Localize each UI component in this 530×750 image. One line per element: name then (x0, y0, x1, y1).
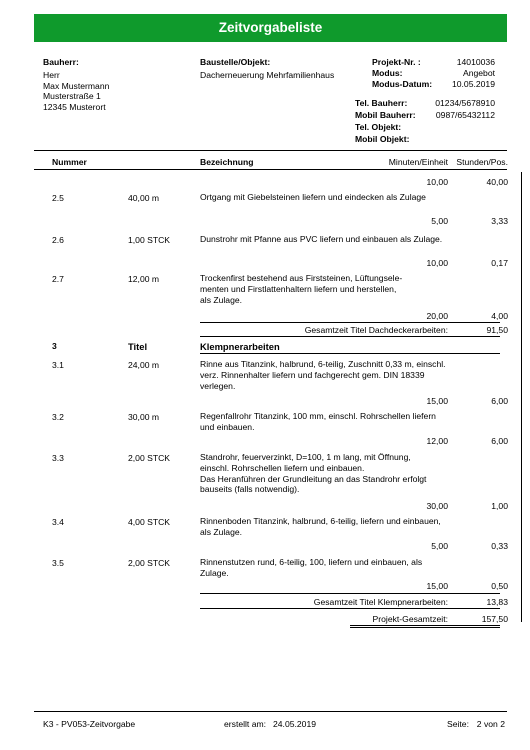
modus-label: Modus: (372, 68, 403, 78)
subtotal-klempner-label: Gesamtzeit Titel Klempnerarbeiten: (313, 597, 448, 607)
subtotal-klempner-value: 13,83 (486, 597, 508, 607)
baustelle-value: Dacherneuerung Mehrfamilienhaus (200, 70, 335, 80)
footer-rule (34, 711, 507, 712)
item-qty: 2,00 STCK (128, 453, 171, 463)
item-qty: 12,00 m (128, 274, 160, 284)
modus-datum-label: Modus-Datum: (372, 79, 433, 89)
item-hours: 0,33 (491, 541, 508, 551)
carry-minutes: 10,00 (426, 177, 448, 187)
item-hours: 1,00 (491, 501, 508, 511)
item-qty: 1,00 STCK (128, 235, 171, 245)
mobil-bauherr-label: Mobil Bauherr: (355, 110, 416, 120)
item-description: Rinnenstutzen rund, 6-teilig, 100, liefern und einbauen, als Zulage. (200, 557, 423, 578)
item-qty: 2,00 STCK (128, 558, 171, 568)
bauherr-line: 12345 Musterort (43, 101, 106, 112)
item-qty: 24,00 m (128, 360, 160, 370)
item-minutes: 15,00 (426, 581, 448, 591)
footer-page-value: 2 von 2 (476, 719, 505, 729)
col-nummer: Nummer (52, 157, 87, 167)
item-qty: 30,00 m (128, 412, 160, 422)
title-nr: 3 (52, 341, 57, 351)
item-nr: 3.1 (52, 360, 64, 370)
project-total-value: 157,50 (481, 614, 508, 624)
footer-page-label: Seite: (447, 719, 469, 729)
item-nr: 3.3 (52, 453, 64, 463)
tel-bauherr-value: 01234/5678910 (435, 98, 495, 108)
subtotal-rule (200, 593, 500, 594)
title-kind: Titel (128, 341, 148, 352)
subtotal-dach-label: Gesamtzeit Titel Dachdeckerarbeiten: (304, 325, 448, 335)
item-description: Standrohr, feuerverzinkt, D=100, 1 m lang, mit Öffnung, einschl. Rohrschellen liefern und einbauen. Das Heranführen der Grundleitung an das Standrohr erfolgt bauseits (falls notwendig). (200, 452, 427, 495)
col-minuten: Minuten/Einheit (388, 157, 448, 167)
modus-value: Angebot (462, 68, 495, 78)
carry-hours: 40,00 (486, 177, 508, 187)
item-description: Dunstrohr mit Pfanne aus PVC liefern und einbauen als Zulage. (200, 234, 443, 244)
item-minutes: 5,00 (431, 216, 448, 226)
document-title: Zeitvorgabeliste (34, 14, 507, 42)
total-rule (350, 625, 500, 626)
item-qty: 4,00 STCK (128, 517, 171, 527)
projekt-nr-label: Projekt-Nr. : (372, 57, 421, 67)
item-nr: 3.2 (52, 412, 64, 422)
mobil-bauherr-value: 0987/65432112 (435, 110, 495, 120)
subtotal-rule (200, 336, 500, 337)
item-nr: 3.4 (52, 517, 64, 527)
item-minutes: 5,00 (431, 541, 448, 551)
footer-created-value: 24.05.2019 (273, 719, 317, 729)
item-qty: 40,00 m (128, 193, 160, 203)
bauherr-line: Max Mustermann (43, 80, 110, 91)
footer-created-label: erstellt am: (224, 719, 267, 729)
item-description: Trockenfirst bestehend aus Firststeinen, Lüftungsele- menten und Firstlattenhaltern liefern und herstellen, als Zulage. (200, 273, 403, 305)
projekt-nr-value: 14010036 (456, 57, 495, 67)
item-description: Ortgang mit Giebelsteinen liefern und eindecken als Zulage (200, 192, 426, 202)
item-nr: 2.6 (52, 235, 64, 245)
item-hours: 6,00 (491, 396, 508, 406)
item-nr: 2.5 (52, 193, 64, 203)
footer-document-code: K3 - PV053-Zeitvorgabe (43, 719, 136, 729)
tel-objekt-label: Tel. Objekt: (355, 122, 402, 132)
baustelle-label: Baustelle/Objekt: (200, 57, 271, 67)
item-hours: 0,50 (491, 581, 508, 591)
item-nr: 2.7 (52, 274, 64, 284)
header-bottom-rule (34, 169, 507, 170)
item-hours: 6,00 (491, 436, 508, 446)
item-hours: 3,33 (491, 216, 508, 226)
item-minutes: 20,00 (426, 311, 448, 321)
title-rule (200, 353, 500, 354)
item-nr: 3.5 (52, 558, 64, 568)
item-hours: 4,00 (491, 311, 508, 321)
item-description: Rinnenboden Titanzink, halbrund, 6-teilig, liefern und einbauen, als Zulage. (200, 516, 441, 537)
bauherr-label: Bauherr: (43, 57, 79, 67)
item-minutes: 12,00 (426, 436, 448, 446)
bauherr-address (43, 70, 109, 112)
item-minutes: 10,00 (426, 258, 448, 268)
mobil-objekt-label: Mobil Objekt: (355, 134, 410, 144)
subtotal-rule (200, 322, 500, 323)
col-stunden: Stunden/Pos. (456, 157, 508, 167)
subtotal-dach-value: 91,50 (486, 325, 508, 335)
project-total-label: Projekt-Gesamtzeit: (372, 614, 448, 624)
bauherr-line: Musterstraße 1 (43, 91, 101, 102)
item-description: Rinne aus Titanzink, halbrund, 6-teilig, Zuschnitt 0,33 m, einschl. verz. Rinnenhalter liefern und fachgerecht gem. DIN 18339 verlegen. (200, 359, 446, 391)
bauherr-line: Herr (43, 70, 60, 80)
header-top-rule (34, 150, 507, 151)
subtotal-rule (200, 608, 500, 609)
total-rule-double (350, 627, 500, 628)
col-bezeichnung: Bezeichnung (200, 157, 254, 167)
title-name: Klempnerarbeiten (200, 341, 280, 352)
right-border (521, 172, 522, 622)
item-minutes: 30,00 (426, 501, 448, 511)
item-minutes: 15,00 (426, 396, 448, 406)
item-hours: 0,17 (491, 258, 508, 268)
modus-datum-value: 10.05.2019 (451, 79, 495, 89)
item-description: Regenfallrohr Titanzink, 100 mm, einschl. Rohrschellen liefern und einbauen. (200, 411, 436, 432)
tel-bauherr-label: Tel. Bauherr: (355, 98, 408, 108)
